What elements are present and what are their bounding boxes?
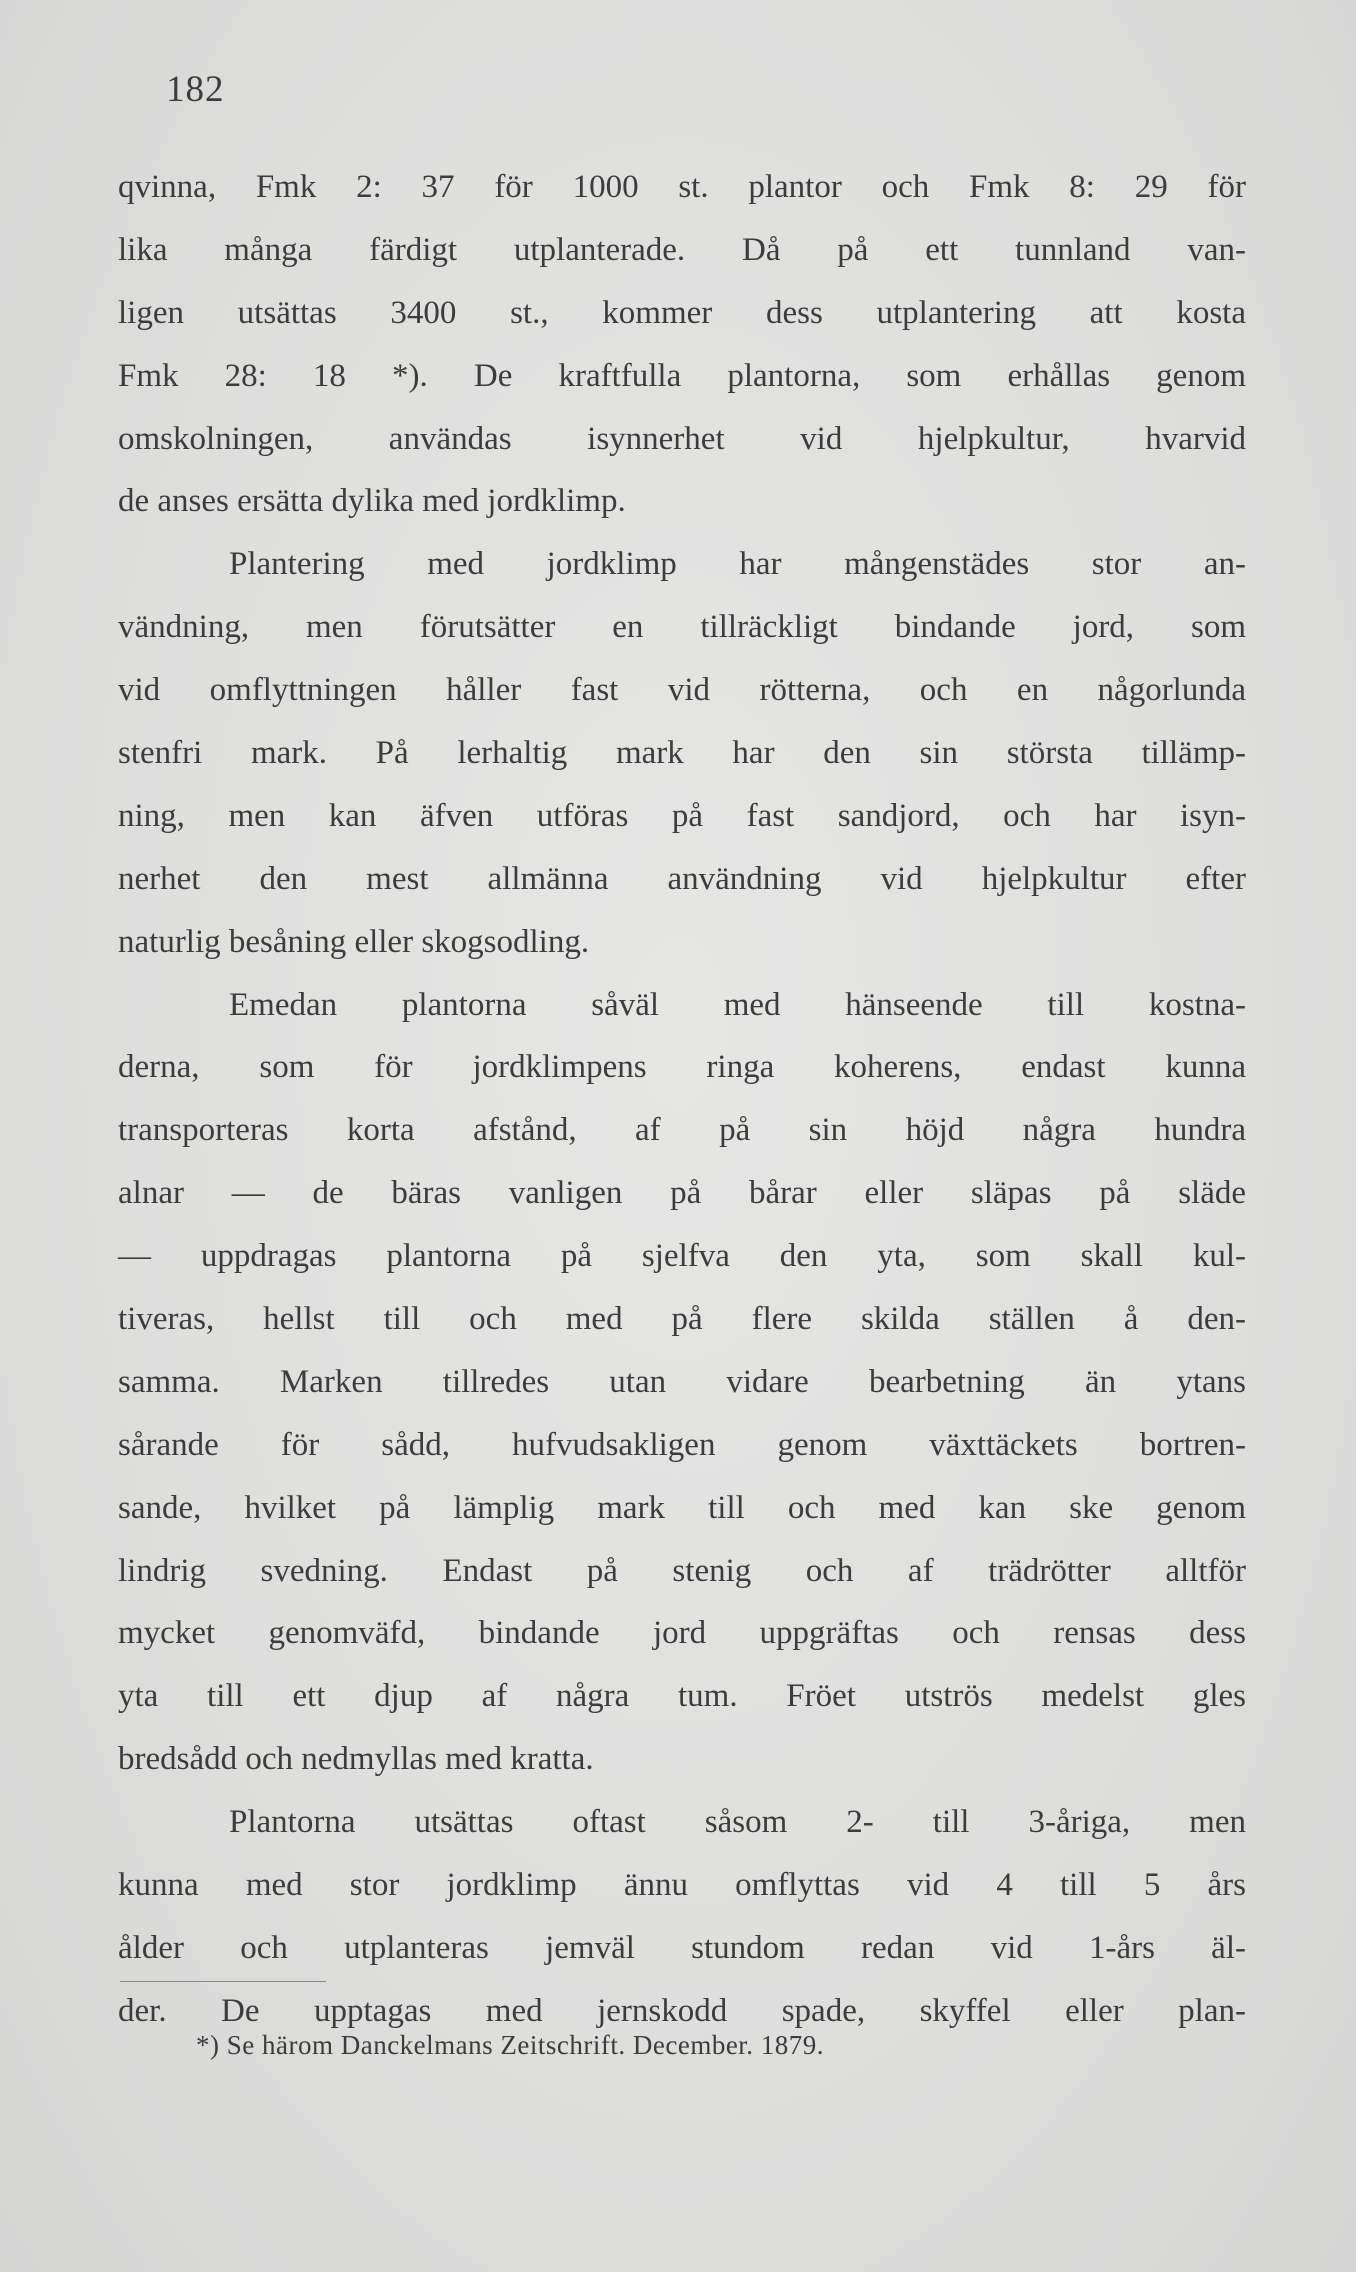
footnote: *) Se härom Danckelmans Zeitschrift. December. 1879. [196,2030,825,2060]
text-line: lika många färdigt utplanterade. Då på ett tunnland van- [118,231,1246,268]
text-line: derna, som för jordklimpens ringa koherens, endast kunna [118,1049,1246,1086]
text-line: — uppdragas plantorna på sjelfva den yta, som skall kul- [118,1238,1246,1275]
text-line: lindrig svedning. Endast på stenig och af trädrötter alltför [118,1552,1246,1589]
text-line: yta till ett djup af några tum. Fröet utströs medelst gles [118,1678,1246,1715]
paragraph-start-line: Emedan plantorna såväl med hänseende till kostna- [229,986,1246,1023]
text-line: mycket genomväfd, bindande jord uppgräftas och rensas dess [118,1615,1246,1652]
text-line: kunna med stor jordklimp ännu omflyttas vid 4 till 5 års [118,1867,1246,1904]
body-text [118,156,1246,2043]
text-line: ålder och utplanteras jemväl stundom redan vid 1-års äl- [118,1929,1246,1966]
text-line: de anses ersätta dylika med jordklimp. [118,483,626,520]
footnote-divider [120,1981,326,1982]
text-line: tiveras, hellst till och med på flere skilda ställen å den- [118,1301,1246,1338]
text-line: alnar — de bäras vanligen på bårar eller släpas på släde [118,1175,1246,1212]
text-line: der. De upptagas med jernskodd spade, skyffel eller plan- [118,1992,1246,2029]
text-line: omskolningen, användas isynnerhet vid hjelpkultur, hvarvid [118,420,1246,457]
text-line: qvinna, Fmk 2: 37 för 1000 st. plantor och Fmk 8: 29 för [118,169,1246,205]
text-line: nerhet den mest allmänna användning vid hjelpkultur efter [118,860,1246,897]
paragraph-start-line: Plantorna utsättas oftast såsom 2- till 3-åriga, men [229,1804,1246,1841]
text-line: transporteras korta afstånd, af på sin höjd några hundra [118,1112,1246,1149]
text-line: bredsådd och nedmyllas med kratta. [118,1741,594,1778]
text-line: sande, hvilket på lämplig mark till och med kan ske genom [118,1489,1246,1526]
text-line: vändning, men förutsätter en tillräckligt bindande jord, som [118,609,1246,646]
text-line: stenfri mark. På lerhaltig mark har den sin största tillämp- [118,735,1246,772]
text-line: vid omflyttningen håller fast vid rötterna, och en någorlunda [118,672,1246,709]
paragraph-start-line: Plantering med jordklimp har mångenstädes stor an- [229,546,1246,583]
text-line: sårande för sådd, hufvudsakligen genom växttäckets bortren- [118,1426,1246,1463]
text-line: ligen utsättas 3400 st., kommer dess utplantering att kosta [118,294,1246,331]
text-line: samma. Marken tillredes utan vidare bearbetning än ytans [118,1363,1246,1400]
text-line: Fmk 28: 18 *). De kraftfulla plantorna, som erhållas genom [118,357,1246,394]
text-line: naturlig besåning eller skogsodling. [118,923,590,960]
page-number: 182 [166,69,225,110]
text-line: ning, men kan äfven utföras på fast sandjord, och har isyn- [118,797,1246,834]
